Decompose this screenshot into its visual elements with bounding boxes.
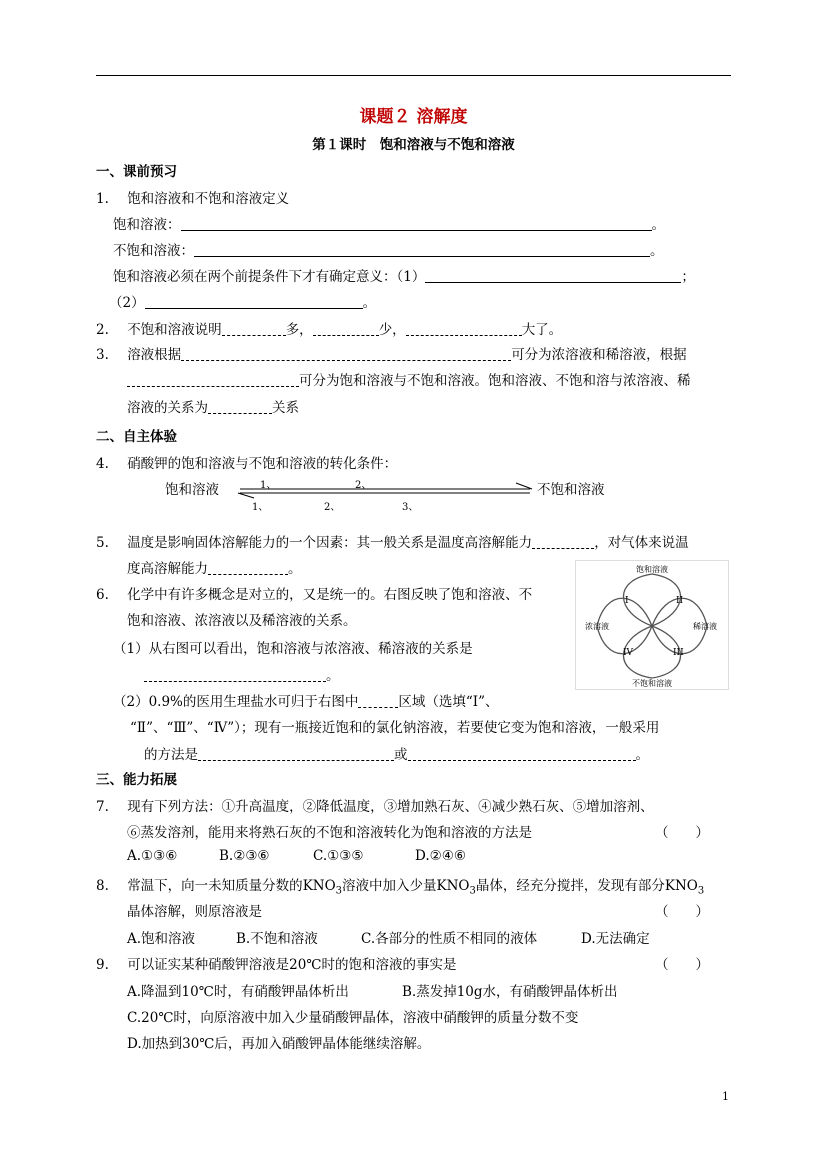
- question-1: [96, 187, 289, 207]
- answer-blank[interactable]: [208, 560, 288, 575]
- question-text: 或: [394, 747, 408, 763]
- answer-blank[interactable]: [532, 534, 594, 549]
- question-8-options: [127, 927, 650, 947]
- question-number: 7.: [96, 799, 109, 815]
- formula-subscript: 3: [697, 885, 705, 897]
- option-d[interactable]: D.加热到30℃后，再加入硝酸钾晶体能继续溶解。: [127, 1036, 431, 1052]
- question-text: “Ⅰ”、: [465, 694, 499, 710]
- question-2: [96, 318, 562, 338]
- formula-subscript: 3: [469, 885, 476, 897]
- option-c[interactable]: C.各部分的性质不相同的液体: [361, 931, 538, 947]
- diagram-label-right: 稀溶液: [693, 622, 717, 631]
- answer-blank[interactable]: [408, 746, 636, 761]
- option-b[interactable]: B.蒸发掉10g水，有硝酸钾晶体析出: [402, 984, 618, 1000]
- question-text: 晶体，经充分搅拌，发现有部分: [475, 878, 665, 894]
- section-heading-3: 三、能力拓展: [96, 772, 177, 788]
- question-number: 9.: [96, 957, 109, 973]
- question-7-line-2: ⑥蒸发溶剂，能用来将熟石灰的不饱和溶液转化为饱和溶液的方法是: [127, 825, 532, 841]
- label-unsaturated: 不饱和溶液：: [113, 243, 194, 259]
- header-rule: [96, 75, 731, 76]
- option-a[interactable]: A.饱和溶液: [127, 931, 196, 947]
- period: 。: [326, 668, 340, 684]
- page-number: 1: [722, 1090, 729, 1103]
- question-text: 多，: [285, 322, 313, 338]
- question-8: [96, 874, 704, 897]
- question-text: 的方法是: [144, 747, 198, 763]
- question-text: 少，: [378, 322, 406, 338]
- option-a[interactable]: A.①③⑥: [127, 848, 178, 864]
- answer-blank[interactable]: [198, 746, 394, 761]
- region-label-2: II: [676, 596, 684, 606]
- question-3-line-2: [127, 369, 691, 389]
- question-text: 。: [635, 747, 649, 763]
- question-6-sub-2-line-3: [144, 743, 649, 763]
- conversion-right-label: 不饱和溶液: [537, 482, 605, 498]
- question-number: 4.: [96, 456, 109, 472]
- formula: KNO: [302, 878, 336, 894]
- question-text: 关系: [272, 400, 299, 416]
- question-5-line-2: [127, 557, 302, 577]
- question-6-line-2: 饱和溶液、浓溶液以及稀溶液的关系。: [127, 613, 357, 629]
- question-text: 现有下列方法：①升高温度，②降低温度，③增加熟石灰、④减少熟石灰、⑤增加溶剂、: [127, 799, 654, 815]
- semicolon: ；: [681, 269, 695, 285]
- period: 。: [650, 243, 664, 259]
- bottom-mark-2: 2、: [324, 502, 341, 513]
- question-3: [96, 343, 687, 363]
- question-5: [96, 531, 689, 551]
- question-6-sub-1-answer: [144, 664, 340, 684]
- bottom-mark-3: 3、: [402, 502, 419, 513]
- question-text: 可分为饱和溶液与不饱和溶液。饱和溶液、不饱和溶与浓溶液、稀: [299, 373, 691, 389]
- answer-blank[interactable]: [144, 667, 326, 682]
- q1-condition2-line: [109, 291, 376, 311]
- answer-blank[interactable]: [425, 268, 681, 283]
- question-text: 不饱和溶液说明: [127, 322, 222, 338]
- question-number: 8.: [96, 878, 109, 894]
- question-text: 区域（选填: [398, 694, 466, 710]
- section-heading-1: 一、课前预习: [96, 164, 177, 180]
- question-number: 6.: [96, 587, 109, 603]
- q1-unsaturated-line: [113, 239, 664, 259]
- condition-text: 饱和溶液必须在两个前提条件下才有确定意义：（1）: [113, 269, 426, 285]
- forward-arrow-head: [516, 483, 532, 489]
- question-text: 溶液的关系为: [127, 400, 208, 416]
- question-text: ，对气体来说温: [594, 535, 689, 551]
- condition-2-label: （2）: [109, 295, 145, 311]
- question-number: 5.: [96, 535, 109, 551]
- question-7-options: [127, 848, 466, 864]
- question-number: 1.: [96, 191, 109, 207]
- option-d[interactable]: D.无法确定: [581, 931, 650, 947]
- question-number: 3.: [96, 347, 109, 363]
- region-label-1: I: [625, 596, 629, 606]
- question-7: [96, 795, 654, 815]
- question-4: [96, 452, 397, 472]
- formula: KNO: [436, 878, 470, 894]
- option-b[interactable]: B.不饱和溶液: [236, 931, 318, 947]
- answer-blank[interactable]: [222, 321, 286, 336]
- option-c[interactable]: C.20℃时，向原溶液中加入少量硝酸钾晶体，溶液中硝酸钾的质量分数不变: [127, 1010, 579, 1026]
- answer-parentheses[interactable]: （ ）: [655, 904, 709, 920]
- answer-blank[interactable]: [181, 216, 652, 231]
- question-text: 硝酸钾的饱和溶液与不饱和溶液的转化条件：: [127, 456, 398, 472]
- answer-blank[interactable]: [358, 693, 398, 708]
- page-subtitle: 第１课时 饱和溶液与不饱和溶液: [312, 137, 515, 153]
- question-6-sub-1: （1）从右图可以看出，饱和溶液与浓溶液、稀溶液的关系是: [113, 641, 473, 657]
- question-text: 溶液根据: [127, 347, 182, 363]
- question-text: 化学中有许多概念是对立的，又是统一的。右图反映了饱和溶液、不: [127, 587, 533, 603]
- top-mark-2: 2、: [355, 480, 372, 491]
- diagram-label-left: 浓溶液: [585, 622, 609, 631]
- region-label-4: IV: [623, 648, 634, 658]
- answer-blank[interactable]: [127, 372, 299, 387]
- question-8-line-2: 晶体溶解，则原溶液是: [127, 904, 262, 920]
- question-6-sub-2-line-2: “Ⅱ”、“Ⅲ”、“Ⅳ”）；现有一瓶接近饱和的氯化钠溶液，若要使它变为饱和溶液，一般采用: [130, 720, 660, 736]
- bottom-mark-1: 1、: [252, 502, 269, 513]
- answer-parentheses[interactable]: （ ）: [655, 957, 709, 973]
- answer-blank[interactable]: [208, 399, 272, 414]
- question-text: 度高溶解能力: [127, 561, 208, 577]
- question-text: 可分为浓溶液和稀溶液，根据: [511, 347, 687, 363]
- question-9: [96, 953, 456, 973]
- answer-parentheses[interactable]: （ ）: [655, 825, 709, 841]
- answer-blank[interactable]: [145, 294, 363, 309]
- formula: KNO: [664, 878, 698, 894]
- option-c[interactable]: C.①③⑤: [313, 848, 364, 864]
- question-text: 。: [288, 561, 302, 577]
- diagram-label-bottom: 不饱和溶液: [632, 679, 672, 688]
- top-mark-1: 1、: [260, 480, 277, 491]
- option-d[interactable]: D.②④⑥: [415, 848, 466, 864]
- page-title: 课题２ 溶解度: [359, 107, 468, 127]
- section-heading-2: 二、自主体验: [96, 429, 177, 445]
- answer-blank[interactable]: [313, 321, 379, 336]
- question-text: 可以证实某种硝酸钾溶液是20℃时的饱和溶液的事实是: [127, 957, 457, 973]
- conversion-arrows: [230, 478, 542, 514]
- question-text: 大了。: [521, 322, 563, 338]
- question-text: （2）0.9%的医用生理盐水可归于右图中: [113, 694, 359, 710]
- question-text: 温度是影响固体溶解能力的一个因素：其一般关系是温度高溶解能力: [127, 535, 533, 551]
- question-6-sub-2: [113, 690, 499, 710]
- option-b[interactable]: B.②③⑥: [219, 848, 270, 864]
- question-6: [96, 583, 532, 603]
- answer-blank[interactable]: [194, 242, 650, 257]
- label-saturated: 饱和溶液：: [113, 217, 181, 233]
- period: 。: [362, 295, 377, 311]
- question-text: 常温下，向一未知质量分数的: [127, 878, 303, 894]
- conversion-left-label: 饱和溶液: [165, 482, 219, 498]
- q1-condition-line: [113, 265, 695, 285]
- formula-subscript: 3: [335, 885, 343, 897]
- question-text: 溶液中加入少量: [342, 878, 437, 894]
- answer-blank[interactable]: [181, 346, 511, 361]
- region-label-3: III: [673, 648, 684, 658]
- question-3-line-3: [127, 396, 299, 416]
- option-a[interactable]: A.降温到10℃时，有硝酸钾晶体析出: [127, 984, 349, 1000]
- answer-blank[interactable]: [406, 321, 522, 336]
- solution-relationship-diagram: [575, 560, 729, 690]
- question-number: 2.: [96, 322, 109, 338]
- question-text: 饱和溶液和不饱和溶液定义: [127, 191, 290, 207]
- diagram-label-top: 饱和溶液: [636, 565, 668, 574]
- q1-saturated-line: [113, 213, 665, 233]
- period: 。: [651, 217, 665, 233]
